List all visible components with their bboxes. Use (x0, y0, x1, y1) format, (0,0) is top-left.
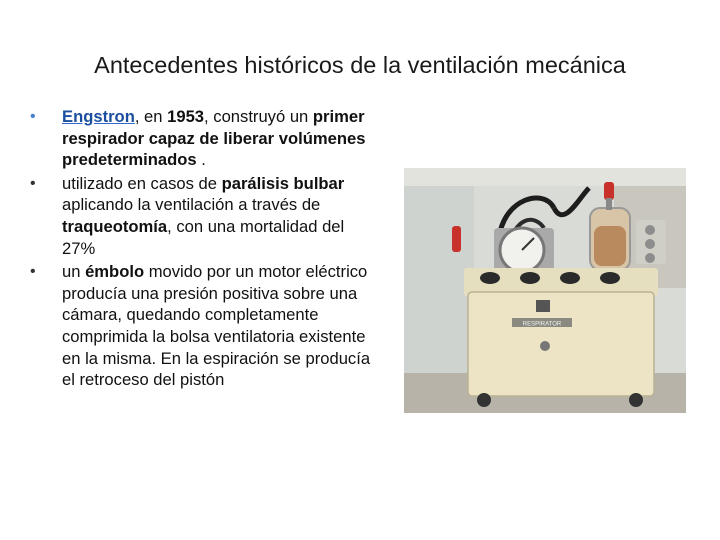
bullet-text: . (196, 150, 206, 170)
engstron-link[interactable]: Engstron (62, 107, 135, 126)
bullet-item (30, 261, 380, 391)
bullet-bold-text: parálisis bulbar (221, 173, 345, 193)
bullet-text: , construyó un (204, 107, 313, 126)
bullet-text: utilizado en casos de (62, 173, 222, 193)
bullet-icon: • (30, 263, 36, 281)
machine-label: RESPIRATOR (522, 321, 562, 328)
bullet-item (30, 173, 380, 259)
bullet-icon: • (30, 174, 36, 192)
bullet-bold-text: émbolo (85, 262, 145, 282)
bullet-text: un (62, 262, 86, 282)
respirator-illustration (404, 168, 686, 413)
bullet-text: , en (134, 107, 168, 126)
bullet-text: aplicando la ventilación a través de (62, 195, 321, 215)
bullet-item (30, 106, 380, 171)
bullet-text: , con una mortalidad del 27% (62, 216, 345, 258)
bullet-bold-text: 1953 (167, 107, 205, 126)
bullet-text: movido por un motor eléctrico producía una presión positiva sobre una cámara, quedando completamente comprimida la bolsa ventilatoria existente en la misma. En la espiración se producía el retroceso del pistón (62, 262, 371, 390)
bullet-list (30, 106, 380, 393)
bullet-bold-text: primer respirador capaz de liberar volúmenes predeterminados (62, 107, 366, 170)
slide-title: Antecedentes históricos de la ventilación mecánica (94, 52, 626, 78)
bullet-bold-text: traqueotomía (62, 216, 168, 236)
respirator-photo (404, 168, 686, 413)
bullet-icon: • (30, 108, 36, 125)
